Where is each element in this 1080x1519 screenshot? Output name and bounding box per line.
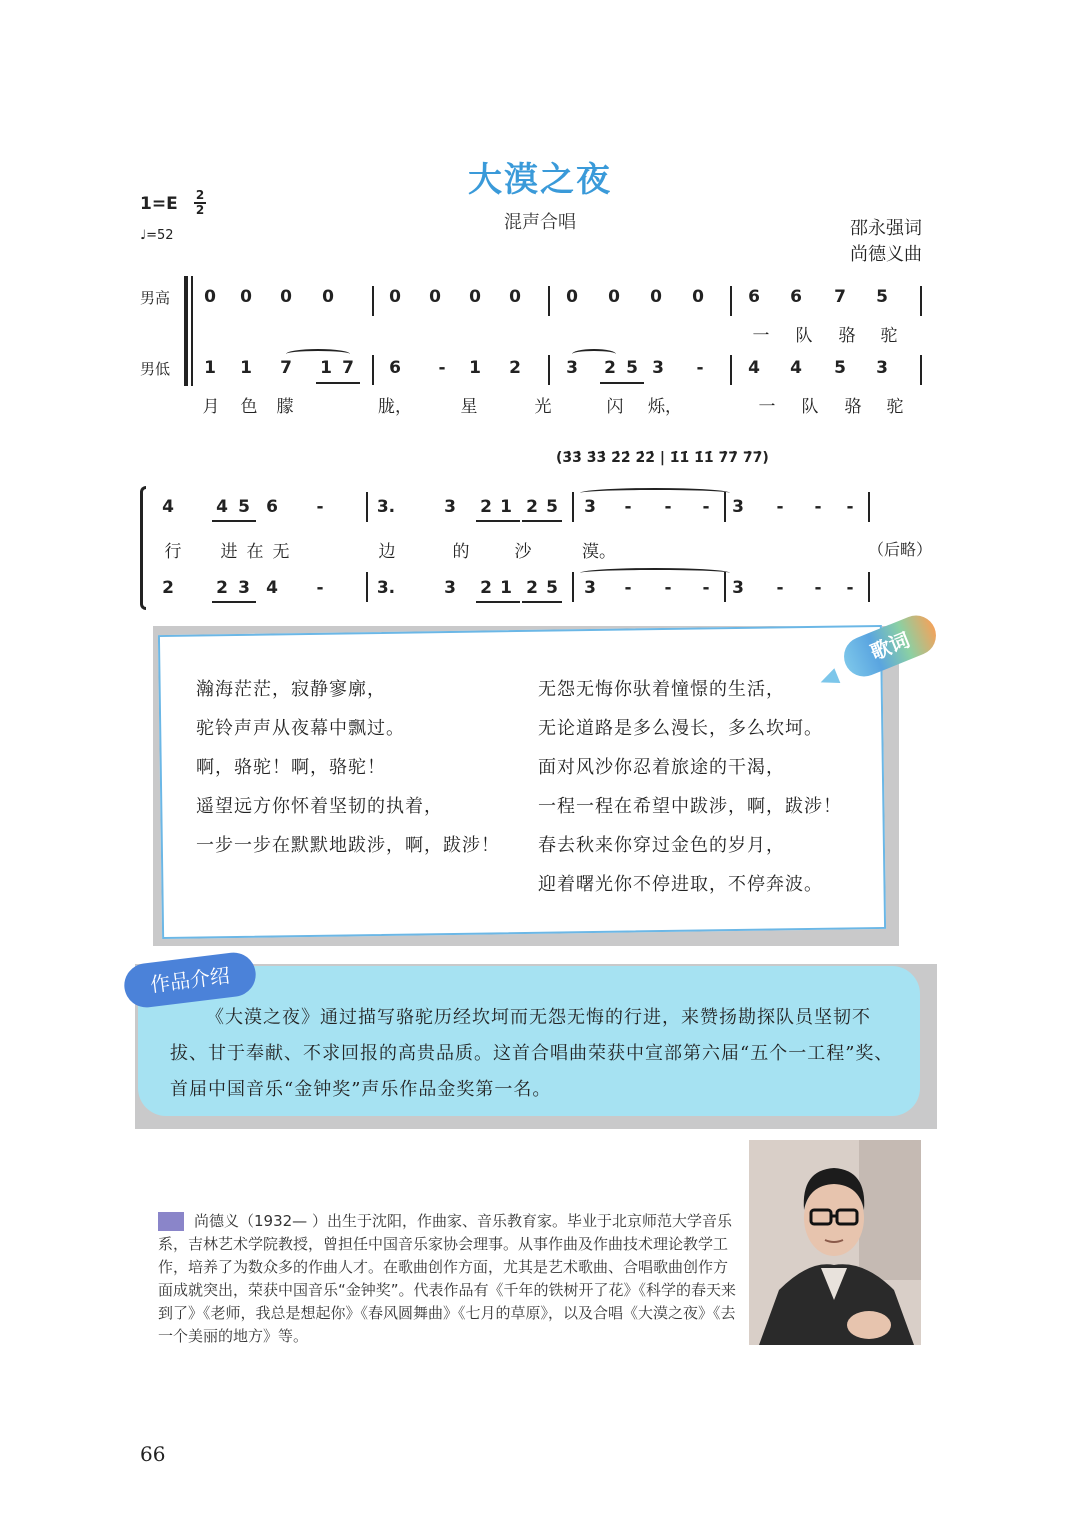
note: 0 [204, 287, 216, 307]
bar-line [366, 492, 368, 522]
lyric: 光 [534, 397, 552, 417]
note: 2 [480, 497, 492, 517]
note: 3. [376, 578, 396, 598]
voice-label-upper: 男高 [140, 289, 171, 307]
beam-underline [212, 601, 256, 603]
note: 3 [444, 578, 456, 598]
note: 0 [692, 287, 704, 307]
bar-line [920, 286, 922, 316]
tempo-mark: ♩=52 [140, 228, 174, 243]
note: 5 [626, 358, 638, 378]
lyric-line: 驼铃声声从夜幕中飘过。 [196, 718, 405, 739]
note: 0 [322, 287, 334, 307]
slur [286, 349, 350, 359]
note: 2 [526, 497, 538, 517]
lyric: 在 [246, 542, 264, 562]
lyric: 一 [758, 397, 776, 417]
system-bracket [184, 276, 188, 386]
note: 6 [748, 287, 760, 307]
intro-text: 《大漠之夜》通过描写骆驼历经坎坷而无怨无悔的行进，来赞扬勘探队员坚韧不拔、甘于奉献、不求回报的高贵品质。这首合唱曲荣获中宣部第六届“五个一工程”奖、首届中国音乐“金钟奖”声乐作品金奖第一名。 [170, 1007, 894, 1100]
lyric-line: 一步一步在默默地跋涉，啊，跋涉！ [196, 835, 500, 856]
alternate-passage: (3̇3̇ 3̇3̇ 2̇2̇ 2̇2̇ | 1̇1̇ 1̇1̇ 7̇7̇ 7̇7̇) [556, 450, 769, 466]
beam-underline [212, 520, 256, 522]
note: 5 [834, 358, 846, 378]
intro-tag: 作品介绍 [122, 950, 258, 1010]
note: - [624, 578, 632, 598]
song-subtitle: 混声合唱 [504, 212, 576, 233]
omitted-note: （后略） [868, 540, 933, 559]
lyric: 朦 [276, 397, 294, 417]
lyric: 边 [378, 542, 396, 562]
note: 3 [876, 358, 888, 378]
lyric: 队 [795, 326, 813, 346]
lyric: 无 [272, 542, 290, 562]
lyric: 驼 [886, 397, 904, 417]
composer-photo [749, 1140, 921, 1345]
lyric: 闪 [606, 397, 624, 417]
note: 0 [566, 287, 578, 307]
note: - [316, 578, 324, 598]
beam-underline [316, 382, 360, 384]
tie [580, 568, 730, 578]
note: 0 [240, 287, 252, 307]
lyric: 色 [240, 397, 258, 417]
note: 1 [469, 358, 481, 378]
note: 1 [320, 358, 332, 378]
lyric-line: 遥望远方你怀着坚韧的执着， [196, 796, 443, 817]
note: - [696, 358, 704, 378]
bar-line [372, 286, 374, 316]
note: 2 [509, 358, 521, 378]
lyric-line: 春去秋来你穿过金色的岁月， [538, 835, 785, 856]
song-title: 大漠之夜 [468, 160, 612, 200]
lyric: 月 [202, 397, 220, 417]
note: 4 [266, 578, 278, 598]
beam-underline [600, 382, 644, 384]
note: - [664, 578, 672, 598]
note: 5 [876, 287, 888, 307]
note: 3 [732, 497, 744, 517]
credits [850, 216, 922, 268]
note: - [702, 497, 710, 517]
note: 6 [389, 358, 401, 378]
note: 0 [509, 287, 521, 307]
note: 0 [389, 287, 401, 307]
note: 5 [238, 497, 250, 517]
lyric: 沙 [514, 542, 532, 562]
beam-underline [522, 520, 562, 522]
note: 1 [500, 497, 512, 517]
bar-line [868, 492, 870, 522]
beam-underline [522, 601, 562, 603]
lyric: 的 [452, 542, 470, 562]
note: - [814, 497, 822, 517]
note: - [624, 497, 632, 517]
note: 1 [500, 578, 512, 598]
lyric: 星 [460, 397, 478, 417]
bar-line [920, 355, 922, 385]
note: - [702, 578, 710, 598]
note: - [814, 578, 822, 598]
lyric: 驼 [880, 326, 898, 346]
note: 0 [608, 287, 620, 307]
lyric: 行 [164, 542, 182, 562]
note: - [776, 578, 784, 598]
composer-bio: 尚德义（1932— ）出生于沈阳，作曲家、音乐教育家。毕业于北京师范大学音乐系，吉林艺术学院教授，曾担任中国音乐家协会理事。从事作曲及作曲技术理论教学工作，培养了为数众多的作曲人才。在歌曲创作方面，尤其是艺术歌曲、合唱歌曲创作方面成就突出，荣获中国音乐“金钟奖”。代表作品有《千年的铁树开了花》《科学的春天来到了》《老师，我总是想起你》《春风圆舞曲》《七月的草原》，以及合唱《大漠之夜》《去一个美丽的地方》等。 [158, 1212, 737, 1345]
lyric-line: 啊，骆驼！啊，骆驼！ [196, 757, 386, 778]
lyric: 胧， [378, 397, 412, 417]
lyric: 烁， [648, 397, 682, 417]
note: 6 [266, 497, 278, 517]
note: 2 [480, 578, 492, 598]
lyric-line: 一程一程在希望中跋涉，啊，跋涉！ [538, 796, 842, 817]
note: - [438, 358, 446, 378]
note: 2 [216, 578, 228, 598]
bar-line [730, 355, 732, 385]
lyric-line: 瀚海茫茫，寂静寥廓， [196, 679, 386, 700]
note: 2 [162, 578, 174, 598]
bar-line [548, 286, 550, 316]
lyric: 进 [220, 542, 238, 562]
bar-line [366, 572, 368, 602]
note: - [776, 497, 784, 517]
note: 4 [216, 497, 228, 517]
slur [572, 349, 616, 359]
bar-line [548, 355, 550, 385]
note: 0 [469, 287, 481, 307]
lyric: 漠。 [582, 542, 616, 562]
note: 3 [584, 497, 596, 517]
page-number: 66 [140, 1442, 166, 1466]
note: 0 [650, 287, 662, 307]
lyric: 队 [801, 397, 819, 417]
voice-label-lower: 男低 [140, 360, 171, 378]
note: - [846, 578, 854, 598]
note: 3. [376, 497, 396, 517]
note: 7 [280, 358, 292, 378]
note: 1 [240, 358, 252, 378]
note: 2 [604, 358, 616, 378]
bar-line [372, 355, 374, 385]
lyric-line: 面对风沙你忍着旅途的干渴， [538, 757, 785, 778]
lyric-line: 无怨无悔你驮着憧憬的生活， [538, 679, 785, 700]
note: 2 [526, 578, 538, 598]
composer: 尚德义曲 [850, 244, 922, 265]
tie [580, 488, 730, 498]
beam-underline [476, 601, 520, 603]
beam-underline [476, 520, 520, 522]
note: - [664, 497, 672, 517]
bar-line [572, 572, 574, 602]
lyric: 一 [752, 326, 770, 346]
lyric: 骆 [838, 326, 856, 346]
key-signature: 1=E [140, 194, 178, 214]
note: 4 [162, 497, 174, 517]
portrait-illustration [749, 1140, 921, 1345]
note: - [316, 497, 324, 517]
note: 1 [204, 358, 216, 378]
bar-line [730, 286, 732, 316]
note: 4 [748, 358, 760, 378]
system-line [191, 276, 193, 386]
bar-line [868, 572, 870, 602]
note: 0 [429, 287, 441, 307]
note: 3 [584, 578, 596, 598]
note: 7 [834, 287, 846, 307]
lyric-line: 无论道路是多么漫长，多么坎坷。 [538, 718, 823, 739]
note: 3 [444, 497, 456, 517]
note: 5 [546, 578, 558, 598]
note: 4 [790, 358, 802, 378]
note: 6 [790, 287, 802, 307]
note: - [846, 497, 854, 517]
note: 3 [652, 358, 664, 378]
note: 3 [566, 358, 578, 378]
time-signature: 2 2 [195, 188, 205, 217]
bar-line [572, 492, 574, 522]
note: 3 [732, 578, 744, 598]
note: 3 [238, 578, 250, 598]
lyric-line: 迎着曙光你不停进取，不停奔波。 [538, 874, 823, 895]
lyricist: 邵永强词 [850, 218, 922, 239]
note: 5 [546, 497, 558, 517]
note: 0 [280, 287, 292, 307]
lyrics-tag: 歌词 [838, 609, 942, 682]
lyric: 骆 [844, 397, 862, 417]
note: 7 [342, 358, 354, 378]
system-bracket-2 [140, 486, 146, 610]
